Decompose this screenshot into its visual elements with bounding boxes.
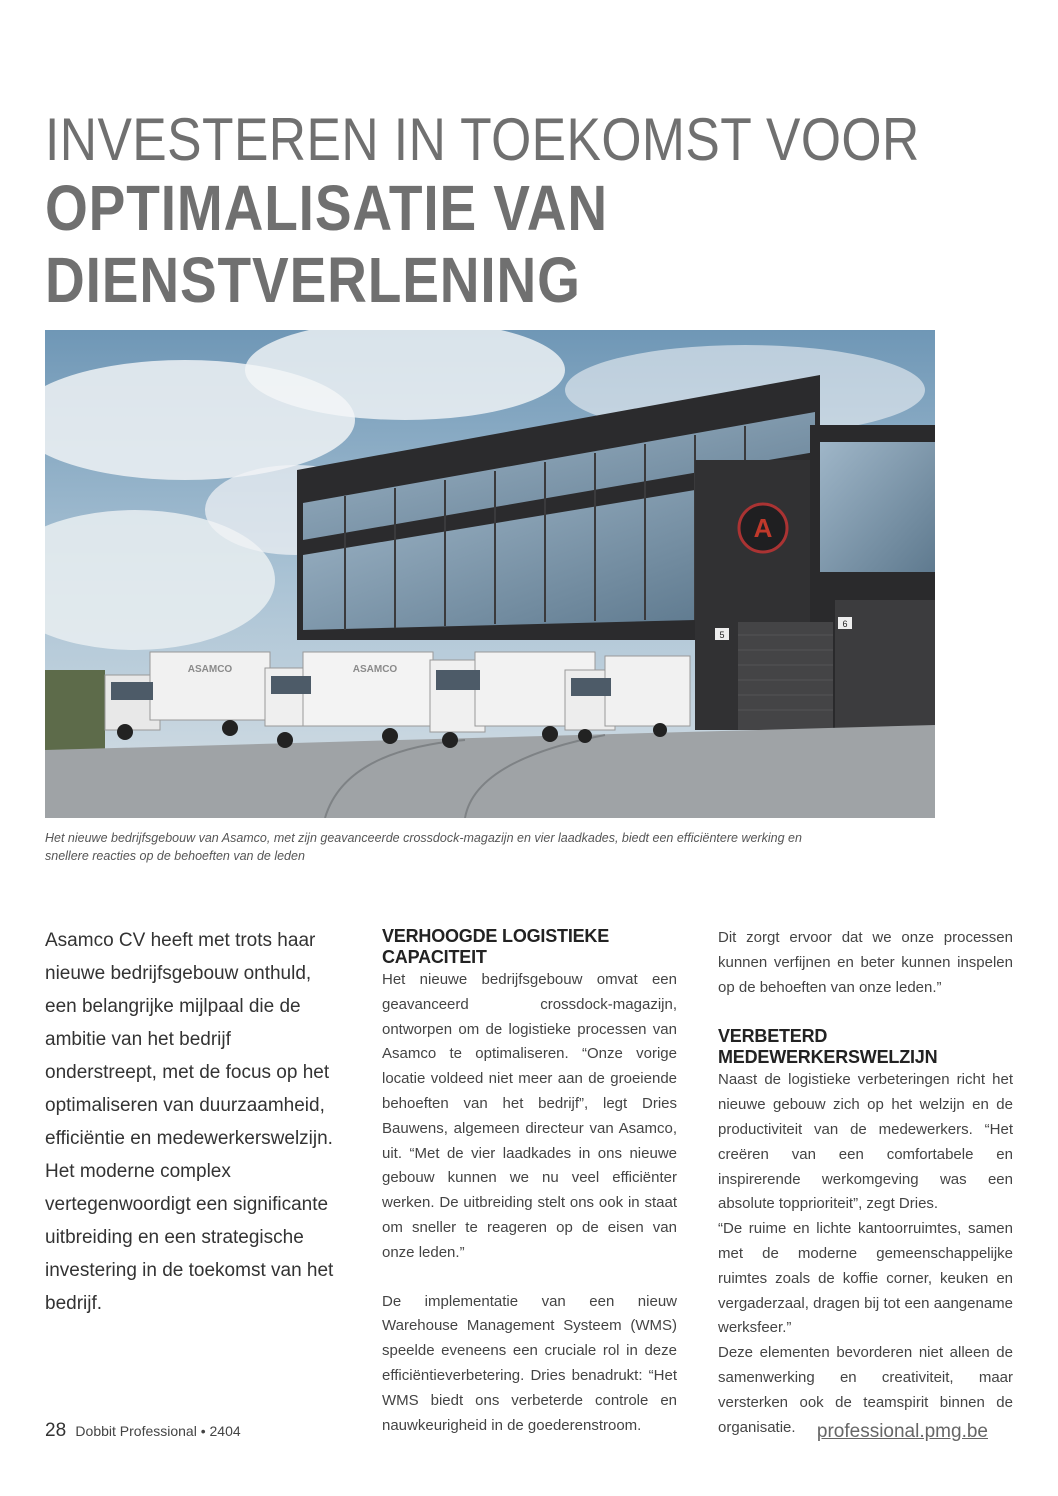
svg-text:A: A: [753, 513, 773, 543]
section-heading-welzijn: VERBETERD MEDEWERKERSWELZIJN: [718, 1026, 938, 1068]
headline: [45, 108, 1005, 316]
truck-brand-1: ASAMCO: [187, 664, 233, 675]
dock-number-6: 6: [842, 619, 848, 629]
website-link[interactable]: professional.pmg.be: [816, 1421, 988, 1442]
paragraph: Het nieuwe bedrijfsgebouw omvat een geavanceerd crossdock-magazijn, ontworpen om de logistieke processen van Asamco te optimaliseren. “Onze vorige locatie voldeed niet meer aan de groeiende behoeften van het bedrijf”, legt Dries Bauwens, algemeen directeur van Asamco, uit. “Met de vier laadkades in ons nieuwe gebouw kunnen we nu veel efficiënter werken. De uitbreiding stelt ons ook in staat om sneller te reageren op de eisen van onze leden.”: [382, 971, 677, 1261]
paragraph: “De ruime en lichte kantoorruimtes, samen met de moderne gemeenschappelijke ruimtes zoals de koffie corner, keuken en vergaderzaal, dragen bij tot een aangename werksfeer.”: [718, 1220, 1013, 1337]
publication-name: Dobbit Professional • 2404: [75, 1423, 241, 1439]
truck-brand-2: ASAMCO: [352, 664, 398, 675]
dock-number-5: 5: [719, 630, 725, 640]
section-heading-capaciteit: VERHOOGDE LOGISTIEKE CAPACITEIT: [382, 926, 610, 967]
lead-paragraph: Asamco CV heeft met trots haar nieuwe bedrijfsgebouw onthuld, een belangrijke mijlpaal die de ambitie van het bedrijf onderstreept, met de focus op het optimaliseren van duurzaamheid, efficiëntie en medewerkerswelzijn. Het moderne complex vertegenwoordigt een significante uitbreiding en een strategische investering in de toekomst van het bedrijf.: [45, 930, 334, 1314]
headline-line-1: INVESTEREN IN TOEKOMST VOOR: [45, 106, 920, 173]
headline-line-2: OPTIMALISATIE VAN: [45, 172, 608, 244]
footer-left: [45, 1420, 241, 1442]
column-3: [718, 926, 1013, 1440]
headline-line-3: DIENSTVERLENING: [45, 244, 581, 316]
paragraph: Naast de logistieke verbeteringen richt het nieuwe gebouw zich op het welzijn en de productiviteit van de medewerkers. “Het creëren van een comfortabele en inspirerende werkomgeving was een absolute topprioriteit”, zegt Dries.: [718, 1071, 1013, 1213]
column-2: [382, 926, 677, 1438]
paragraph: Deze elementen bevorderen niet alleen de samenwerking en creativiteit, maar versterken ook de teamspirit binnen de organisatie.: [718, 1344, 1013, 1436]
photo-caption: Het nieuwe bedrijfsgebouw van Asamco, met zijn geavanceerde crossdock-magazijn en vier laadkades, biedt een efficiëntere werking en snellere reacties op de behoeften van de leden: [45, 831, 802, 863]
paragraph: De implementatie van een nieuw Warehouse Management Systeem (WMS) speelde eveneens een cruciale rol in deze efficiëntieverbetering. Dries benadrukt: “Het WMS biedt ons verbeterde controle en nauwkeurigheid in de goederenstroom.: [382, 1292, 677, 1434]
building-photo: [45, 330, 935, 818]
page-number: 28: [45, 1420, 67, 1441]
paragraph: Dit zorgt ervoor dat we onze processen kunnen verfijnen en beter kunnen inspelen op de behoeften van onze leden.”: [718, 929, 1013, 996]
